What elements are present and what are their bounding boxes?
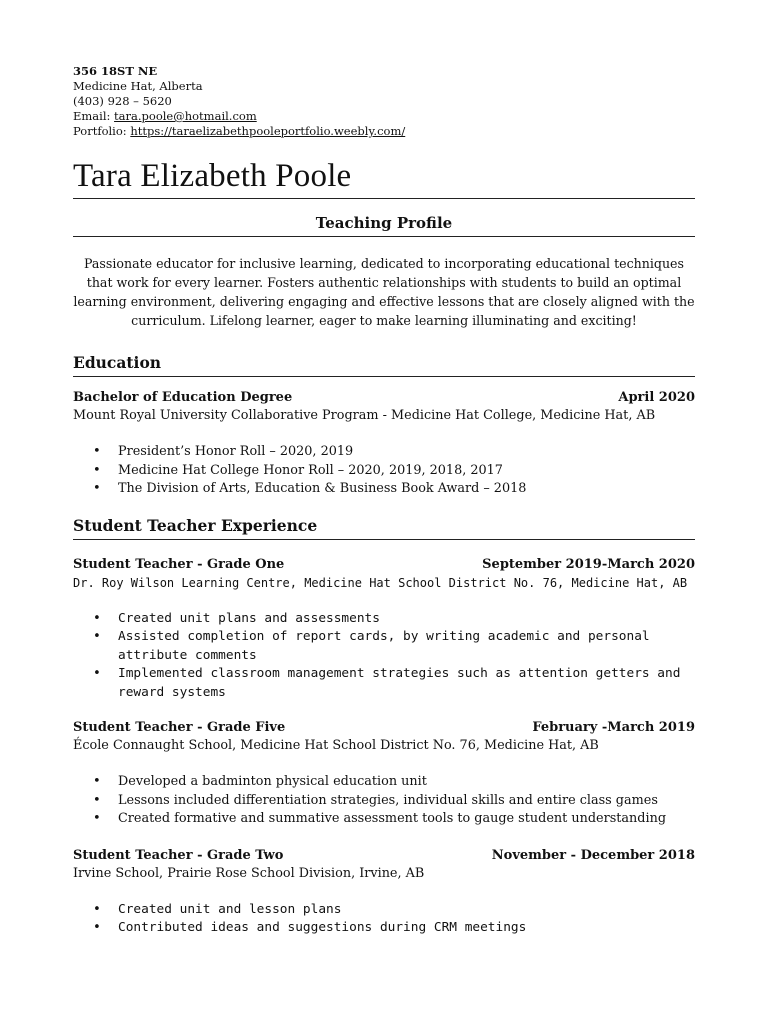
portfolio-label: Portfolio: xyxy=(73,124,131,138)
profile-divider xyxy=(73,236,695,237)
entry-bullets xyxy=(73,901,695,938)
education-divider xyxy=(73,376,695,377)
resume-name: Tara Elizabeth Poole xyxy=(73,158,352,194)
contact-portfolio-line xyxy=(73,124,695,139)
list-item: • Implemented classroom management strategies such as attention getters and reward systems xyxy=(118,665,695,702)
entry-role: Student Teacher - Grade Two xyxy=(73,847,284,863)
list-item: • Contributed ideas and suggestions during CRM meetings xyxy=(118,919,695,938)
contact-city: Medicine Hat, Alberta xyxy=(73,79,203,93)
entry-place: École Connaught School, Medicine Hat School District No. 76, Medicine Hat, AB xyxy=(73,738,599,753)
degree-date: April 2020 xyxy=(618,390,695,405)
entry-date: November - December 2018 xyxy=(491,847,695,863)
experience-entry-grade-five xyxy=(73,719,695,829)
entry-head xyxy=(73,556,695,574)
list-item: • Created unit plans and assessments xyxy=(118,610,695,629)
entry-head xyxy=(73,719,695,737)
entry-role: Student Teacher - Grade Five xyxy=(73,720,286,735)
entry-head xyxy=(73,847,695,865)
list-item: • Developed a badminton physical education unit xyxy=(118,773,695,792)
entry-place: Dr. Roy Wilson Learning Centre, Medicine Hat School District No. 76, Medicine Hat, AB xyxy=(73,575,688,590)
education-heading: Education xyxy=(73,353,162,372)
list-item: • President’s Honor Roll – 2020, 2019 xyxy=(118,443,695,462)
profile-text: Passionate educator for inclusive learning, dedicated to incorporating educational techniques that work for every learner. Fosters authentic relationships with students to build an optimal learning environment, delivering engaging and effective lessons that are closely aligned with the curriculum. Lifelong learner, eager to make learning illuminating and exciting! xyxy=(73,256,695,328)
entry-date: February -March 2019 xyxy=(532,720,695,735)
entry-place: Irvine School, Prairie Rose School Division, Irvine, AB xyxy=(73,865,425,881)
resume-page xyxy=(73,64,695,938)
education-entry-head xyxy=(73,389,695,407)
list-item: • Created unit and lesson plans xyxy=(118,901,695,920)
email-label: Email: xyxy=(73,109,115,123)
education-bullets xyxy=(73,443,695,499)
contact-block xyxy=(73,64,695,139)
experience-section xyxy=(73,516,695,938)
list-item: • Medicine Hat College Honor Roll – 2020, 2019, 2018, 2017 xyxy=(118,462,695,481)
contact-email-line xyxy=(73,109,695,124)
list-item: • Created formative and summative assessment tools to gauge student understanding xyxy=(118,810,695,829)
email-link[interactable]: tara.poole@hotmail.com xyxy=(114,109,257,123)
list-item: • Assisted completion of report cards, by writing academic and personal attribute comments xyxy=(118,628,695,665)
contact-phone: (403) 928 – 5620 xyxy=(73,94,172,108)
degree-school: Mount Royal University Collaborative Program - Medicine Hat College, Medicine Hat, AB xyxy=(73,408,656,423)
experience-heading: Student Teacher Experience xyxy=(73,515,318,535)
experience-divider xyxy=(73,539,695,540)
experience-entry-grade-two xyxy=(73,847,695,938)
contact-address: 356 18ST NE xyxy=(73,64,158,78)
entry-date: September 2019-March 2020 xyxy=(482,556,695,572)
list-item: • The Division of Arts, Education & Business Book Award – 2018 xyxy=(118,480,695,499)
education-section xyxy=(73,353,695,499)
portfolio-link[interactable]: https://taraelizabethpooleportfolio.weebly.com/ xyxy=(130,124,406,138)
entry-role: Student Teacher - Grade One xyxy=(73,556,285,572)
profile-heading: Teaching Profile xyxy=(315,214,453,232)
degree-title: Bachelor of Education Degree xyxy=(73,390,293,405)
entry-bullets xyxy=(73,773,695,829)
entry-bullets xyxy=(73,610,695,703)
list-item: • Lessons included differentiation strategies, individual skills and entire class games xyxy=(118,792,695,811)
experience-entry-grade-one xyxy=(73,556,695,703)
name-divider xyxy=(73,198,695,199)
